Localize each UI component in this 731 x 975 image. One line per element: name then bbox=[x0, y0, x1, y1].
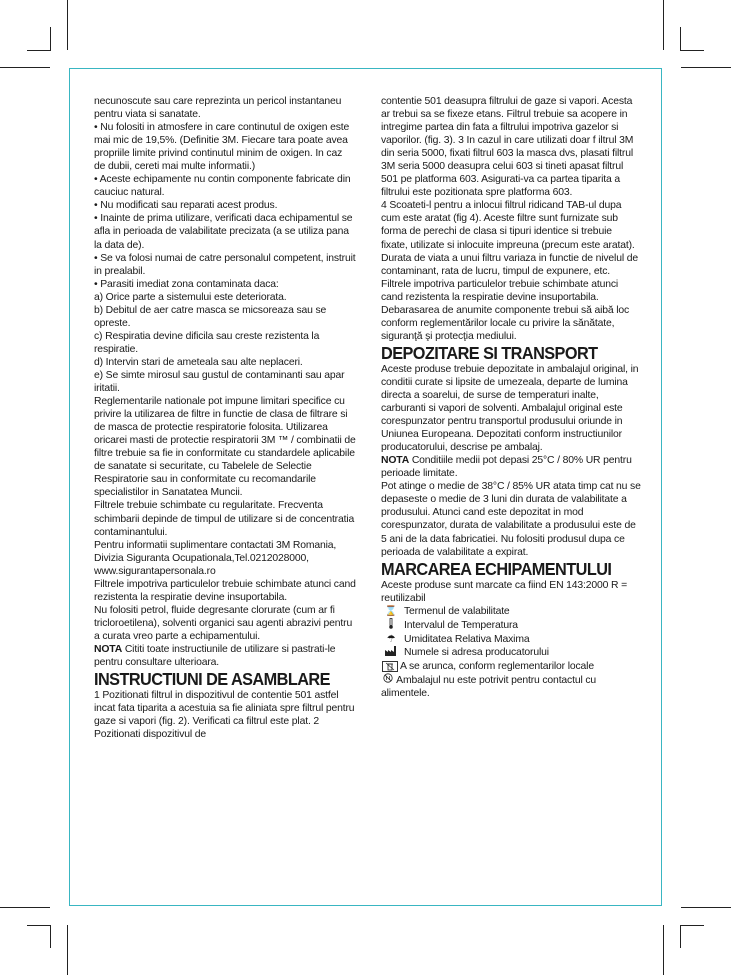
paragraph: • Aceste echipamente nu contin componente fabricate din cauciuc natural. bbox=[94, 174, 351, 199]
crop-mark bbox=[680, 925, 681, 948]
left-column bbox=[94, 95, 356, 741]
paragraph: d) Intervin stari de ameteala sau alte neplaceri. bbox=[94, 356, 303, 368]
paragraph: necunoscute sau care reprezinta un pericol instantaneu pentru viata si sanatate. bbox=[94, 96, 342, 121]
symbol-label: Termenul de valabilitate bbox=[404, 605, 510, 617]
symbol-row bbox=[381, 660, 641, 673]
paragraph: Aceste produse sunt marcate ca fiind EN 143:2000 R = reutilizabil bbox=[381, 579, 628, 604]
paragraph: contentie 501 deasupra filtrului de gaze si vapori. Acesta ar trebui sa se fixeze etans. Filtrul trebuie sa acopere in intregime partea din fata a filtrului impotriva gazelor si vaporilor. (fig. 3). 3 In cazul in care utilizati doar f iltrul 3M din seria 5000, fixati filtrul 603 la masca dvs, plasati filtrul 3M seria 5000 deasupra celui 603 si tineti apasat filtrul 501 pe platforma 603. Asigurati-va ca partea tiparita a filtrului este pozitionata spre platforma 603. bbox=[381, 96, 634, 199]
nota-label: NOTA bbox=[94, 643, 123, 655]
nota-text: Cititi toate instructiunile de utilizare si pastrati-le pentru consultare ulterioara. bbox=[94, 643, 336, 669]
no-food-contact-icon bbox=[382, 673, 394, 687]
crop-mark bbox=[663, 925, 664, 975]
symbol-label: Numele si adresa producatorului bbox=[404, 647, 549, 659]
symbol-label: Intervalul de Temperatura bbox=[404, 619, 518, 631]
paragraph: • Nu folositi in atmosfere in care continutul de oxigen este mai mic de 19,5%. (Definitie 3M. Fiecare tara poate avea propriile limite privind continutul minim de oxigen. In caz de dubii, cereti mai multe informatii.) bbox=[94, 122, 350, 173]
symbol-row bbox=[381, 618, 641, 633]
paragraph: Nu folositi petrol, fluide degresante clorurate (cum ar fi tricloroetilena), solventi organici sau agenti abrazivi pentru a curata vreo parte a echipamentului. bbox=[94, 604, 353, 642]
crop-mark bbox=[0, 67, 50, 68]
hourglass-icon: ⌛ bbox=[384, 605, 398, 617]
crop-mark bbox=[681, 67, 731, 68]
crop-mark bbox=[681, 907, 731, 908]
symbol-row bbox=[381, 633, 641, 646]
paragraph: 1 Pozitionati filtrul in dispozitivul de contentie 501 astfel incat fata tiparita a acestuia sa fie aliniata spre filtrul pentru gaze si vapori (fig. 2). Verificati ca filtrul este plat. 2 Pozitionati dispozitivul de bbox=[94, 690, 355, 741]
crop-mark bbox=[680, 27, 681, 50]
paragraph: c) Respiratia devine dificila sau creste rezistenta la respiratie. bbox=[94, 330, 320, 355]
crop-mark bbox=[0, 907, 50, 908]
paragraph: b) Debitul de aer catre masca se micsoreaza sau se opreste. bbox=[94, 304, 327, 329]
heading-storage: DEPOZITARE SI TRANSPORT bbox=[381, 342, 598, 363]
symbol-row bbox=[381, 646, 641, 660]
factory-icon bbox=[382, 646, 400, 660]
paragraph: a) Orice parte a sistemului este deteriorata. bbox=[94, 291, 287, 303]
crop-mark bbox=[50, 27, 51, 50]
nota-paragraph bbox=[94, 643, 356, 669]
paragraph: e) Se simte mirosul sau gustul de contaminanti sau apar iritatii. bbox=[94, 369, 345, 395]
symbol-label: Ambalajul nu este potrivit pentru contactul cu alimentele. bbox=[381, 674, 597, 699]
crop-mark bbox=[680, 50, 704, 51]
crop-mark bbox=[50, 925, 51, 948]
paragraph: Filtrele impotriva particulelor trebuie schimbate atunci cand rezistenta la respiratie devine insuportabila. Debarasarea de anumite componente trebui să aibă loc conform reglementărilor locale cu privire la sănătate, siguranţă şi protecţia mediului. bbox=[381, 278, 630, 342]
heading-marking: MARCAREA ECHIPAMENTULUI bbox=[381, 558, 612, 579]
crop-mark bbox=[680, 925, 704, 926]
paragraph: Aceste produse trebuie depozitate in ambalajul original, in conditii curate si lipsite de umezeala, departe de lumina directa a soarelui, de surse de temperaturi inalte, carburanti si vapori de solventi. Ambalajul original este corespunzator pentru transportul produsului oriunde in Uniunea Europeana. Depozitati conform instructiunilor producatorului, descrise pe ambalaj. bbox=[381, 363, 639, 454]
symbol-row bbox=[381, 605, 641, 618]
paragraph: Filtrele impotriva particulelor trebuie schimbate atunci cand rezistenta la respiratie devine insuportabila. bbox=[94, 578, 356, 603]
paragraph: • Se va folosi numai de catre personalul competent, instruit in prealabil. bbox=[94, 252, 356, 277]
nota-label: NOTA bbox=[381, 455, 410, 467]
symbol-label: A se arunca, conform reglementarilor locale bbox=[400, 660, 594, 672]
recycle-bin-icon bbox=[382, 661, 398, 672]
crop-mark bbox=[67, 925, 68, 975]
thermometer-icon bbox=[382, 618, 400, 633]
crop-mark bbox=[27, 925, 51, 926]
paragraph: Pot atinge o medie de 38°C / 85% UR atata timp cat nu se depaseste o medie de 3 luni din durata de valabilitate a produsului. Atunci cand este depozitat in mod corespunzator, durata de valabilitate a produsului este de 5 ani de la data fabricatiei. Nu folositi produsul dupa ce perioada de valabilitate a expirat. bbox=[381, 481, 641, 558]
crop-mark bbox=[663, 0, 664, 50]
paragraph: Pentru informatii suplimentare contactati 3M Romania, Divizia Siguranta Ocupationala,Tel.0212028000, www.sigurantapersonala.ro bbox=[94, 539, 337, 577]
paragraph: 4 Scoateti-l pentru a inlocui filtrul ridicand TAB-ul dupa cum este aratat (fig 4). Aceste filtre sunt furnizate sub forma de perechi de clasa si tipuri identice si trebuie fixate, utilizate si inlocuite impreuna (precum este aratat). Durata de viata a unui filtru variaza in functie de nivelul de contaminant, rata de lucru, timpul de expunere, etc. bbox=[381, 200, 638, 277]
paragraph: • Nu modificati sau reparati acest produs. bbox=[94, 200, 278, 212]
paragraph: Reglementarile nationale pot impune limitari specifice cu privire la utilizarea de filtre in functie de clasa de filtrare si de masca de protectie respiratorie folosita. Utilizarea oricarei masti de protectie respiratorii 3M ™ / combinatii de filtre trebuie sa fie in conformitate cu standardele aplicabile de sanatate si securitate, cu Tabelele de Selectie Respiratorie sau in conformitate cu recomandarile specialistilor in Sanatatea Muncii. bbox=[94, 396, 356, 499]
nota-paragraph bbox=[381, 454, 641, 480]
nota-text: Conditiile medii pot depasi 25°C / 80% UR pentru perioade limitate. bbox=[381, 455, 632, 480]
paragraph: • Inainte de prima utilizare, verificati daca echipamentul se afla in perioada de valabilitate precizata (a se utiliza pana la data de). bbox=[94, 213, 353, 251]
crop-mark bbox=[67, 0, 68, 50]
paragraph: • Parasiti imediat zona contaminata daca: bbox=[94, 278, 279, 290]
food-contact-paragraph bbox=[381, 673, 641, 700]
heading-assembly: INSTRUCTIUNI DE ASAMBLARE bbox=[94, 669, 330, 690]
crop-mark bbox=[27, 50, 51, 51]
umbrella-icon: ☂ bbox=[386, 633, 396, 645]
right-column bbox=[381, 95, 641, 700]
symbol-label: Umiditatea Relativa Maxima bbox=[404, 633, 530, 645]
paragraph: Filtrele trebuie schimbate cu regularitate. Frecventa schimbarii depinde de timpul de utilizare si de concentratia contaminantului. bbox=[94, 500, 355, 538]
